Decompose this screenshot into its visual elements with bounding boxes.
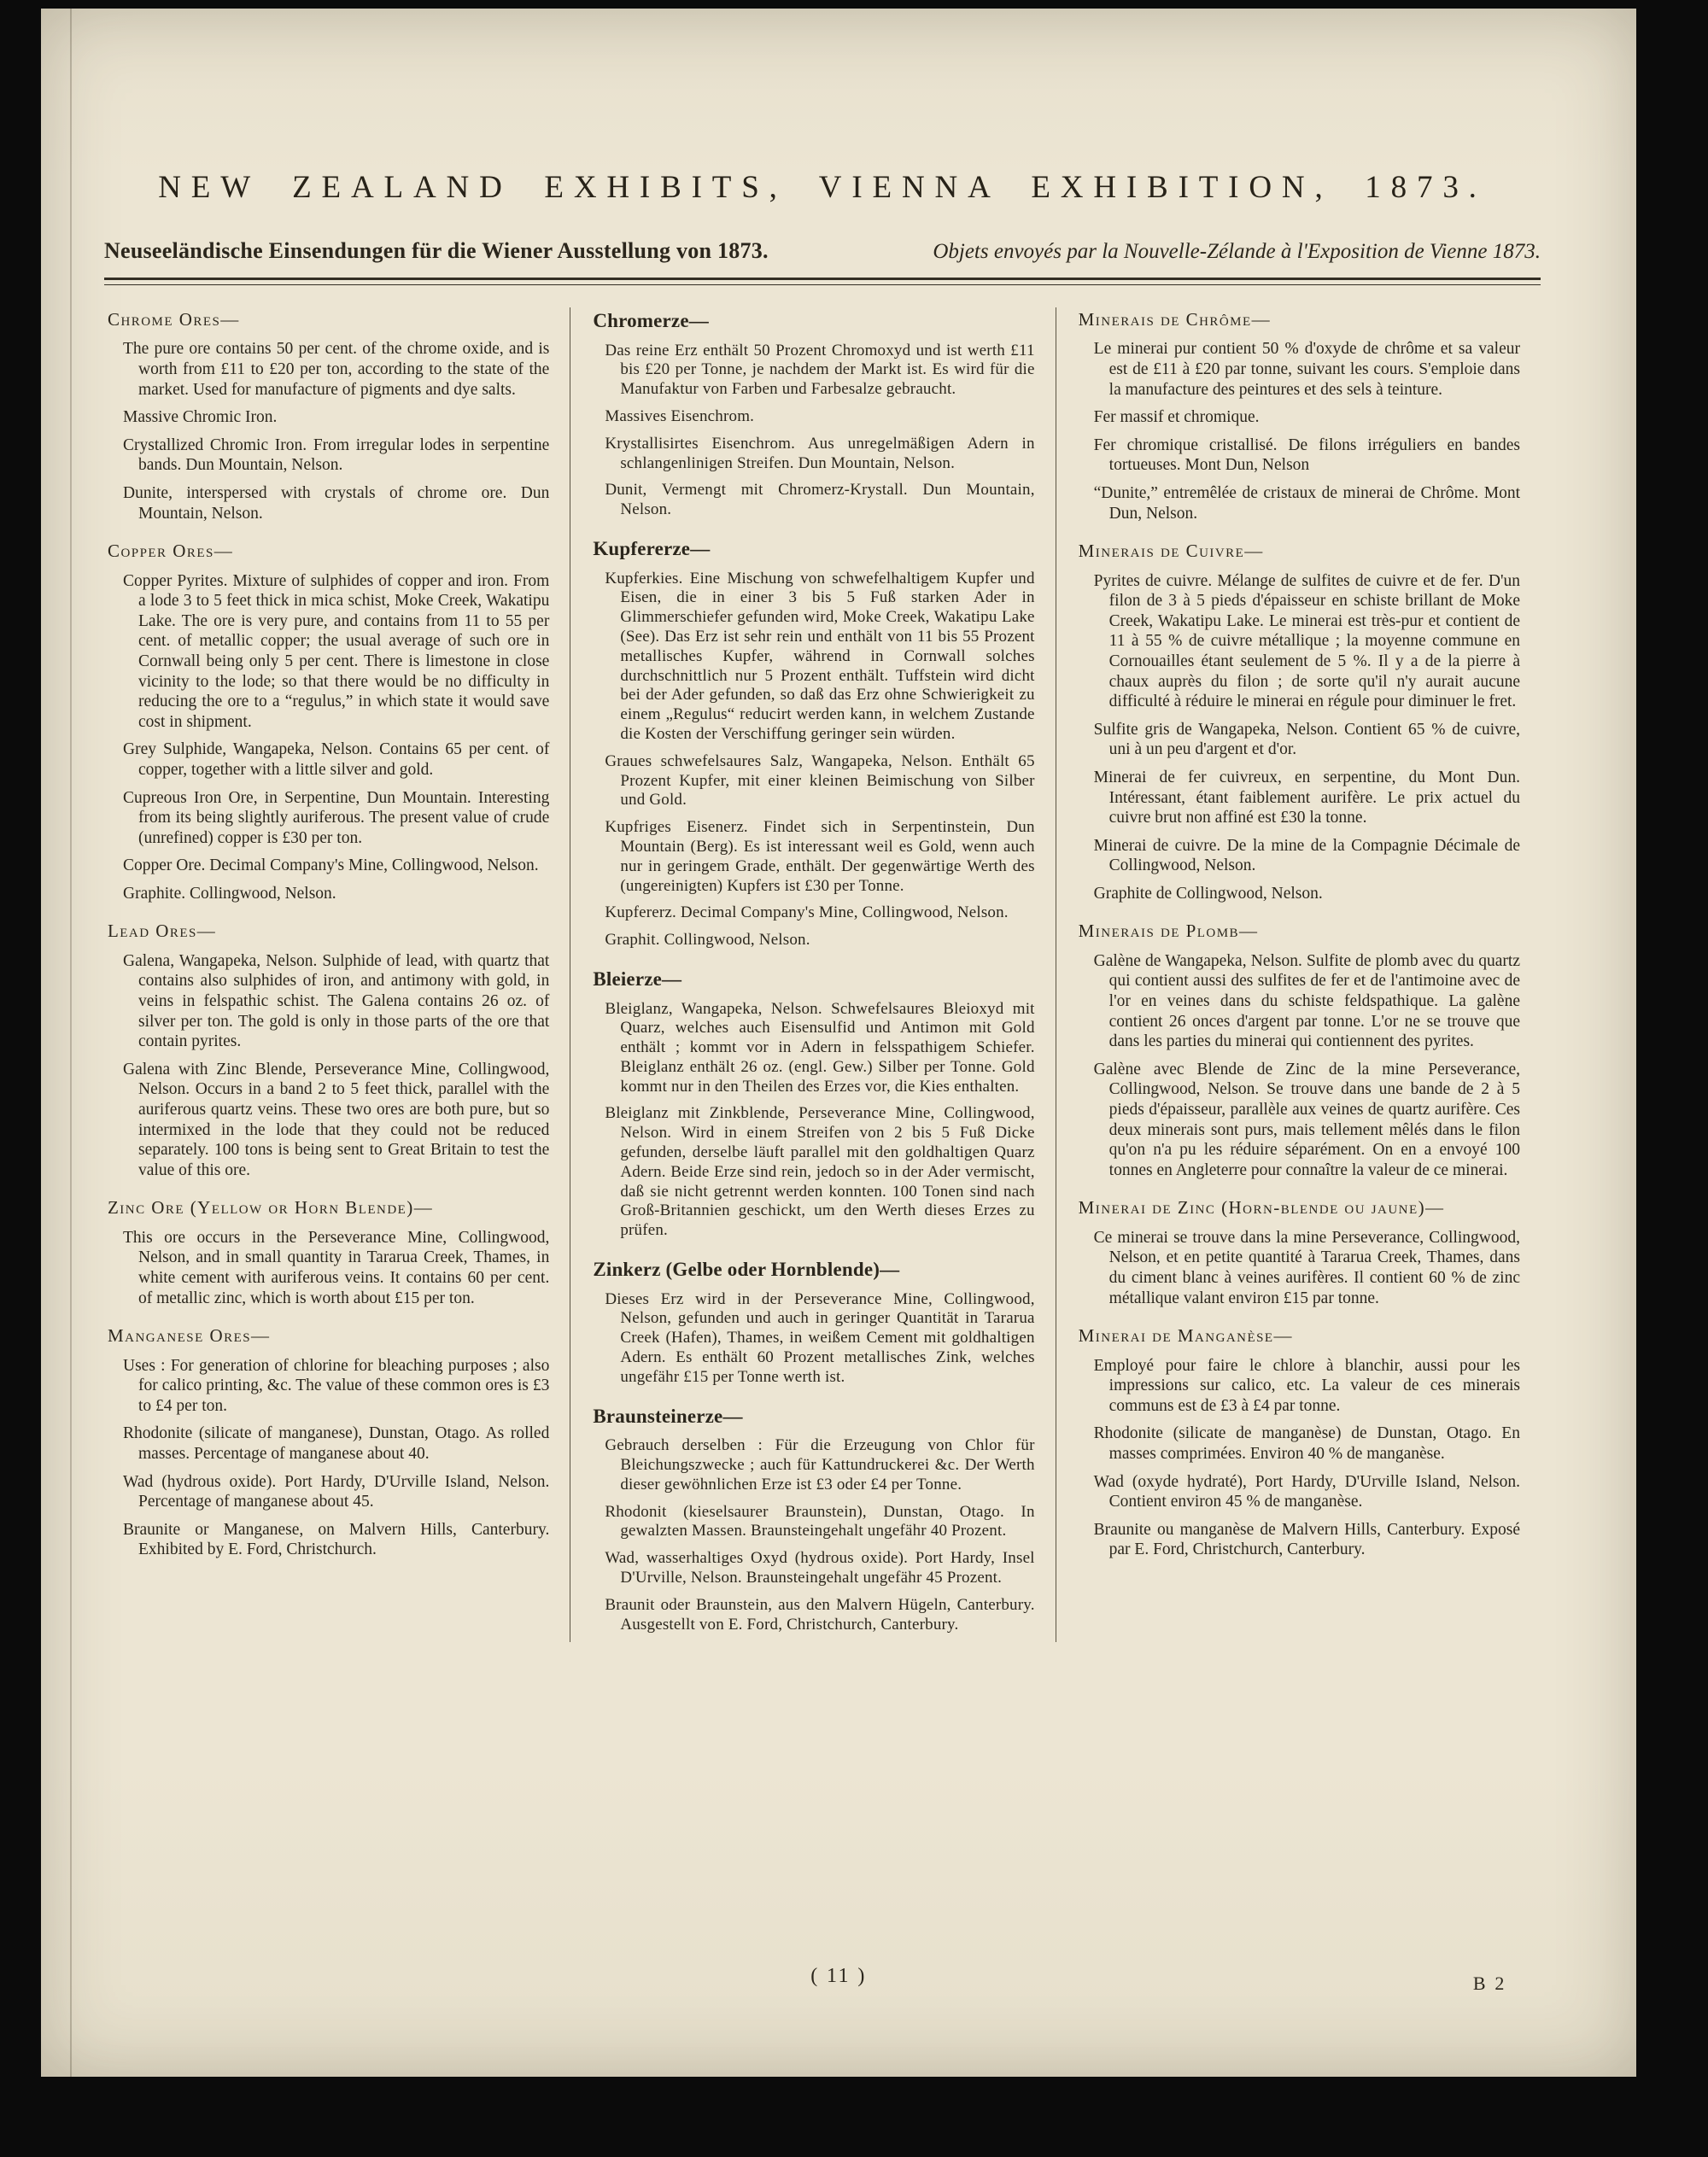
section-heading: Lead Ores— xyxy=(108,921,217,942)
entry-paragraph: Ce minerai se trouve dans la mine Perseverance, Collingwood, Nelson, et en petite quantité à Tararua Creek, Thames, dans du ciment blanc à veines aurifères. Il contient 60 % de zinc métallique valant environ £15 par tonne. xyxy=(1093,1228,1520,1307)
entry-paragraph: Graphite de Collingwood, Nelson. xyxy=(1093,884,1323,903)
section-heading: Minerai de Manganèse— xyxy=(1078,1325,1294,1347)
entry-paragraph: Dieses Erz wird in der Perseverance Mine, Collingwood, Nelson, gefunden und auch in geringer Quantität in Tararua Creek (Hafen), Thames, in weißem Cement mit goldhaltigen Adern. Es enthält 60 Prozent metallisches Zink, welches ungefähr £15 per Tonne werth ist. xyxy=(605,1289,1035,1386)
entry-paragraph: Kupfriges Eisenerz. Findet sich in Serpentinstein, Dun Mountain (Berg). Es ist interessant weil es Gold, wenn auch nur in geringem Grade, enthält. Der gegenwärtige Werth des (ungereinigten) Kupfers ist £30 per Tonne. xyxy=(605,818,1035,895)
entry-paragraph: Bleiglanz mit Zinkblende, Perseverance Mine, Collingwood, Nelson. Wird in einem Streifen von 2 bis 5 Fuß Dicke gefunden, derselbe läuft parallel mit den goldhaltigen Quarz Adern. Beide Erze sind rein, jedoch so in der Ader vermischt, daß sie nicht getrennt werden konnten. 100 Tonen sind nach Groß-Britannien geschickt, um den Werth dieses Erzes zu prüfen. xyxy=(605,1104,1035,1240)
entry-paragraph: Cupreous Iron Ore, in Serpentine, Dun Mountain. Interesting from its being slightly auriferous. The present value of crude (unrefined) copper is £30 per ton. xyxy=(123,788,550,847)
entry-paragraph: Galena, Wangapeka, Nelson. Sulphide of lead, with quartz that contains also sulphides of iron, and antimony with gold, in veins in felspathic schist. The Galena contains 26 oz. of silver per ton. The gold is only in those parts of the ore that contain pyrites. xyxy=(123,951,550,1051)
section-heading: Chromerze— xyxy=(593,310,709,331)
entry-paragraph: Fer chromique cristallisé. De filons irréguliers en bandes tortueuses. Mont Dun, Nelson xyxy=(1093,435,1520,475)
entry-paragraph: “Dunite,” entremêlée de cristaux de minerai de Chrôme. Mont Dun, Nelson. xyxy=(1093,483,1520,523)
column-en xyxy=(104,307,570,1642)
signature-mark: B 2 xyxy=(1472,1973,1506,1994)
section-heading: Zinkerz (Gelbe oder Hornblende)— xyxy=(593,1259,900,1281)
page-number: ( 11 ) xyxy=(810,1965,867,1987)
entry-paragraph: Wad (hydrous oxide). Port Hardy, D'Urville Island, Nelson. Percentage of manganese about 45. xyxy=(123,1472,550,1511)
entry-paragraph: Graues schwefelsaures Salz, Wangapeka, Nelson. Enthält 65 Prozent Kupfer, mit einer kleinen Beimischung von Silber und Gold. xyxy=(605,751,1035,810)
entry-paragraph: Wad, wasserhaltiges Oxyd (hydrous oxide). Port Hardy, Insel D'Urville, Nelson. Braunsteingehalt ungefähr 45 Prozent. xyxy=(605,1549,1035,1587)
entry-paragraph: Massive Chromic Iron. xyxy=(123,408,278,427)
entry-paragraph: Graphit. Collingwood, Nelson. xyxy=(605,931,810,950)
entry-paragraph: Galena with Zinc Blende, Perseverance Mine, Collingwood, Nelson. Occurs in a band 2 to 5 feet thick, parallel with the auriferous quartz veins. These two ores are both pure, but so intermixed in the lode that they could not be reduced separately. 100 tons is being sent to Great Britain to test the value of this ore. xyxy=(123,1060,550,1179)
entry-paragraph: Uses : For generation of chlorine for bleaching purposes ; also for calico printing, &c. The value of these common ores is £3 to £4 per ton. xyxy=(123,1356,550,1415)
entry-paragraph: Rhodonite (silicate of manganese), Dunstan, Otago. As rolled masses. Percentage of manganese about 40. xyxy=(123,1424,550,1463)
entry-paragraph: Copper Ore. Decimal Company's Mine, Collingwood, Nelson. xyxy=(123,856,539,875)
entry-paragraph: Dunite, interspersed with crystals of chrome ore. Dun Mountain, Nelson. xyxy=(123,483,550,523)
entry-paragraph: Minerai de fer cuivreux, en serpentine, du Mont Dun. Intéressant, étant faiblement aurifère. Le prix actuel du cuivre brut non affiné est £30 la tonne. xyxy=(1093,768,1520,827)
columns xyxy=(104,307,1541,1642)
entry-paragraph: Krystallisirtes Eisenchrom. Aus unregelmäßigen Adern in schlangenlinigen Streifen. Dun Mountain, Nelson. xyxy=(605,434,1035,472)
column-fr xyxy=(1056,307,1541,1642)
section-heading: Chrome Ores— xyxy=(108,309,240,330)
entry-paragraph: Fer massif et chromique. xyxy=(1093,408,1260,427)
entry-paragraph: Massives Eisenchrom. xyxy=(605,406,755,425)
entry-paragraph: Braunit oder Braunstein, aus den Malvern Hügeln, Canterbury. Ausgestellt von E. Ford, Christchurch, Canterbury. xyxy=(605,1595,1035,1634)
entry-paragraph: Sulfite gris de Wangapeka, Nelson. Contient 65 % de cuivre, uni à un peu d'argent et d'or. xyxy=(1093,720,1520,759)
entry-paragraph: The pure ore contains 50 per cent. of the chrome oxide, and is worth from £11 to £20 per ton, according to the state of the market. Used for manufacture of pigments and dye salts. xyxy=(123,340,550,399)
entry-paragraph: Rhodonite (silicate de manganèse) de Dunstan, Otago. En masses comprimées. Environ 40 % de manganèse. xyxy=(1093,1424,1520,1463)
entry-paragraph: Crystallized Chromic Iron. From irregular lodes in serpentine bands. Dun Mountain, Nelson. xyxy=(123,435,550,475)
entry-paragraph: Grey Sulphide, Wangapeka, Nelson. Contains 65 per cent. of copper, together with a little silver and gold. xyxy=(123,740,550,779)
entry-paragraph: Pyrites de cuivre. Mélange de sulfites de cuivre et de fer. D'un filon de 3 à 5 pieds d'épaisseur en schiste brillant de Moke Creek, Wakatipu Lake. Le minerai est très-pur et contient de 11 à 55 % de cuivre métallique ; la moyenne commune en Cornouailles étant seulement de 5 %. Il y a de la pierre à chaux auprès du filon ; de sorte qu'il n'y aurait aucune difficulté à réduire le minerai en régule pour diminuer le fret. xyxy=(1093,571,1520,711)
double-rule-divider xyxy=(104,278,1541,285)
section-heading: Minerais de Cuivre— xyxy=(1078,541,1264,562)
page-title: NEW ZEALAND EXHIBITS, VIENNA EXHIBITION, 1873. xyxy=(158,170,1487,205)
section-heading: Kupfererze— xyxy=(593,537,711,559)
entry-paragraph: Le minerai pur contient 50 % d'oxyde de chrôme et sa valeur est de £11 à £20 par tonne, suivant les cours. S'emploie dans la manufacture des peintures et des sels à teinture. xyxy=(1093,340,1520,399)
entry-paragraph: Kupfererz. Decimal Company's Mine, Collingwood, Nelson. xyxy=(605,903,1009,922)
section-heading: Copper Ores— xyxy=(108,541,234,562)
entry-paragraph: Braunite or Manganese, on Malvern Hills, Canterbury. Exhibited by E. Ford, Christchurch. xyxy=(123,1520,550,1559)
entry-paragraph: Employé pour faire le chlore à blanchir, aussi pour les impressions sur calico, etc. La valeur de ces minerais communs est de £3 à £4 par tonne. xyxy=(1093,1356,1520,1415)
entry-paragraph: Galène de Wangapeka, Nelson. Sulfite de plomb avec du quartz qui contient aussi des sulfites de fer et de l'antimoine avec de l'or en veines dans du schiste feldspathique. La galène contient 26 onces d'argent par tonne. L'or ne se trouve que dans les parties du minerai qui contiennent des pyrites. xyxy=(1093,951,1520,1051)
section-heading: Zinc Ore (Yellow or Horn Blende)— xyxy=(108,1197,434,1219)
section-heading: Manganese Ores— xyxy=(108,1325,271,1347)
section-heading: Bleierze— xyxy=(593,967,682,990)
section-heading: Minerais de Chrôme— xyxy=(1078,309,1272,330)
entry-paragraph: Minerai de cuivre. De la mine de la Compagnie Décimale de Collingwood, Nelson. xyxy=(1093,836,1520,875)
entry-paragraph: Rhodonit (kieselsaurer Braunstein), Dunstan, Otago. In gewalzten Massen. Braunsteingehalt ungefähr 40 Prozent. xyxy=(605,1502,1035,1540)
subtitle-german: Neuseeländische Einsendungen für die Wiener Ausstellung von 1873. xyxy=(104,238,769,263)
subtitle-row xyxy=(104,238,1541,264)
entry-paragraph: Kupferkies. Eine Mischung von schwefelhaltigem Kupfer und Eisen, die in einer 3 bis 5 Fuß starken Ader in Glimmerschiefer gefunden wird, Moke Creek, Wakatipu Lake (See). Das Erz ist sehr rein und enthält von 11 bis 55 Prozent metallisches Kupfer, während in Cornwall solches durchschnittlich nur 5 Prozent enthält. Tuffstein wird dicht bei der Ader gefunden, so daß das Erz ohne Schwierigkeit zu einem „Regulus“ reducirt werden kann, in welchem Zustande die Kosten der Verschiffung geringer sein würden. xyxy=(605,569,1035,743)
entry-paragraph: Bleiglanz, Wangapeka, Nelson. Schwefelsaures Bleioxyd mit Quarz, welches auch Eisensulfid und Antimon mit Gold enthält ; kommt vor in Adern in felsspathigem Schiefer. Bleiglanz enthält 26 oz. (engl. Gew.) Silber per Tonne. Gold kommt nur in den Theilen des Erzes vor, die Kies enthalten. xyxy=(605,999,1035,1096)
column-de xyxy=(570,307,1055,1642)
entry-paragraph: Das reine Erz enthält 50 Prozent Chromoxyd und ist werth £11 bis £20 per Tonne, je nachdem der Markt ist. Es wird für die Manufaktur von Farben und Farbesalze gebraucht. xyxy=(605,341,1035,399)
subtitle-french: Objets envoyés par la Nouvelle-Zélande à l'Exposition de Vienne 1873. xyxy=(933,240,1541,263)
entry-paragraph: Copper Pyrites. Mixture of sulphides of copper and iron. From a lode 3 to 5 feet thick in mica schist, Moke Creek, Wakatipu Lake. The ore is very pure, and contains from 11 to 55 per cent. of metallic copper; the usual average of such ore in Cornwall being only 5 per cent. There is limestone in close vicinity to the lode; so that there would be no difficulty in reducing the ore to a “regulus,” in which state it would save cost in shipment. xyxy=(123,571,550,731)
entry-paragraph: This ore occurs in the Perseverance Mine, Collingwood, Nelson, and in small quantity in Tararua Creek, Thames, in white cement with auriferous veins. It contains 60 per cent. of metallic zinc, which is worth about £15 per ton. xyxy=(123,1228,550,1307)
entry-paragraph: Graphite. Collingwood, Nelson. xyxy=(123,884,336,903)
entry-paragraph: Dunit, Vermengt mit Chromerz-Krystall. Dun Mountain, Nelson. xyxy=(605,481,1035,519)
section-heading: Minerais de Plomb— xyxy=(1078,921,1259,942)
entry-paragraph: Braunite ou manganèse de Malvern Hills, Canterbury. Exposé par E. Ford, Christchurch, Canterbury. xyxy=(1093,1520,1520,1559)
section-heading: Braunsteinerze— xyxy=(593,1405,743,1427)
entry-paragraph: Gebrauch derselben : Für die Erzeugung von Chlor für Bleichungszwecke ; auch für Kattundruckerei &c. Der Werth dieser gewöhnlichen Erze ist £3 oder £4 per Tonne. xyxy=(605,1436,1035,1494)
document-page xyxy=(41,9,1636,2077)
entry-paragraph: Galène avec Blende de Zinc de la mine Perseverance, Collingwood, Nelson. Se trouve dans une bande de 2 à 5 pieds d'épaisseur, parallèle aux veines de quartz aurifère. Ces deux minerais sont purs, mais tellement mêlés dans le filon qu'on n'a pu les réduire séparément. On en a envoyé 100 tonnes en Angleterre pour connaître la valeur de ce minerai. xyxy=(1093,1060,1520,1179)
entry-paragraph: Wad (oxyde hydraté), Port Hardy, D'Urville Island, Nelson. Contient environ 45 % de manganèse. xyxy=(1093,1472,1520,1511)
section-heading: Minerai de Zinc (Horn-blende ou jaune)— xyxy=(1078,1197,1445,1219)
